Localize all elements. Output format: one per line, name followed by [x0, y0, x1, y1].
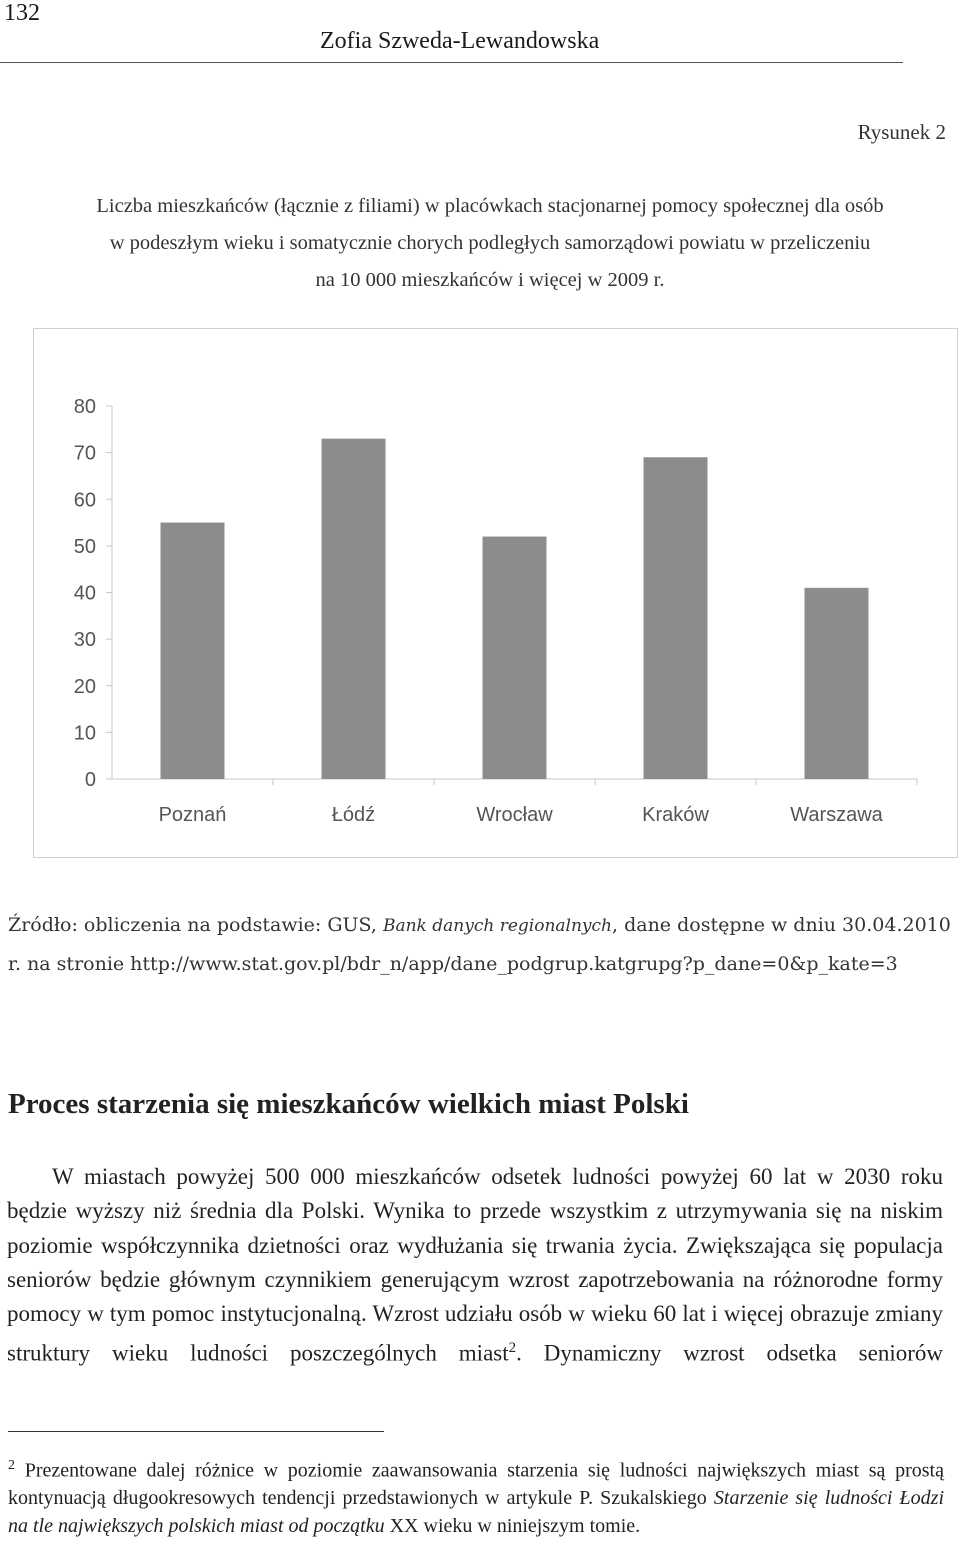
figure-source: [8, 906, 953, 983]
y-tick-label: 80: [73, 396, 96, 418]
bar: [161, 523, 225, 779]
figure-title: [20, 188, 960, 299]
bar: [805, 588, 869, 779]
figure-title-line: Liczba mieszkańców (łącznie z filiami) w placówkach stacjonarnej pomocy społecznej dla osób: [96, 195, 884, 217]
x-category-label: Wrocław: [476, 804, 553, 826]
paragraph-text: W miastach powyżej 500 000 mieszkańców odsetek ludności powyżej 60 lat w 2030 roku będzie wyższy niż średnia dla Polski. Wynika to przede wszystkim z utrzymywania się na niskim poziomie współczynnika dzietności oraz wydłużania się trwania życia. Zwiększająca się populacja seniorów będzie głównym czynnikiem generującym wzrost zapotrzebowania na różnorodne formy pomocy w tym pomoc instytucjonalną. Wzrost udziału osób w wieku 60 lat i więcej obrazuje zmiany struktury wieku ludności poszczególnych miast: [7, 1164, 943, 1367]
bar: [483, 537, 547, 779]
source-suffix: , dane dostępne w dniu 30.04.2010 r. na stronie http://www.stat.gov.pl/bdr_n/app/dane_podgrup.katgrupg?p_dane=0&p_kate=3: [8, 914, 951, 975]
y-tick-label: 60: [73, 489, 96, 512]
footnote-text: Prezentowane dalej różnice w poziomie zaawansowania starzenia się ludności największych miast są prostą kontynuacją długookresowych tendencji przedstawionych w artykule P. Szukalskiego: [8, 1459, 944, 1510]
x-category-label: Warszawa: [790, 804, 883, 826]
x-category-label: Kraków: [642, 804, 709, 826]
bar: [644, 457, 708, 779]
paragraph-text-continued: . Dynamiczny wzrost odsetka seniorów: [516, 1341, 943, 1367]
y-tick-label: 20: [73, 675, 96, 698]
y-tick-label: 0: [84, 769, 96, 791]
header-rule: [0, 62, 903, 63]
y-tick-label: 10: [73, 722, 96, 745]
page-number: 132: [4, 0, 40, 26]
source-prefix: Źródło: obliczenia na podstawie: GUS,: [8, 914, 383, 936]
x-category-label: Poznań: [158, 804, 227, 826]
figure-label: Rysunek 2: [857, 120, 946, 144]
chart-frame: [33, 328, 958, 858]
footnote: [8, 1452, 944, 1540]
footnote-text-end: XX wieku w niniejszym tomie.: [384, 1514, 641, 1537]
footnote-italic-title: Starzenie się ludności Łodzi na tle największych polskich miast od początku: [8, 1487, 945, 1537]
y-tick-label: 70: [73, 442, 96, 465]
bar-chart: [34, 329, 957, 857]
y-tick-label: 50: [73, 535, 96, 558]
bar: [322, 439, 386, 779]
x-category-label: Łódź: [331, 804, 376, 826]
body-paragraph: [7, 1160, 943, 1371]
y-tick-label: 40: [73, 582, 96, 605]
footnote-reference: 2: [508, 1340, 517, 1357]
figure-title-line: w podeszłym wieku i somatycznie chorych podległych samorządowi powiatu w przeliczeniu: [109, 232, 871, 254]
running-head-author: Zofia Szweda-Lewandowska: [320, 28, 600, 54]
y-tick-label: 30: [73, 629, 96, 652]
figure-title-line: na 10 000 mieszkańców i więcej w 2009 r.: [315, 269, 665, 291]
section-heading: Proces starzenia się mieszkańców wielkich miast Polski: [8, 1088, 689, 1120]
source-italic: Bank danych regionalnych: [382, 916, 612, 936]
footnote-rule: [8, 1431, 384, 1432]
footnote-number: 2: [8, 1458, 15, 1473]
